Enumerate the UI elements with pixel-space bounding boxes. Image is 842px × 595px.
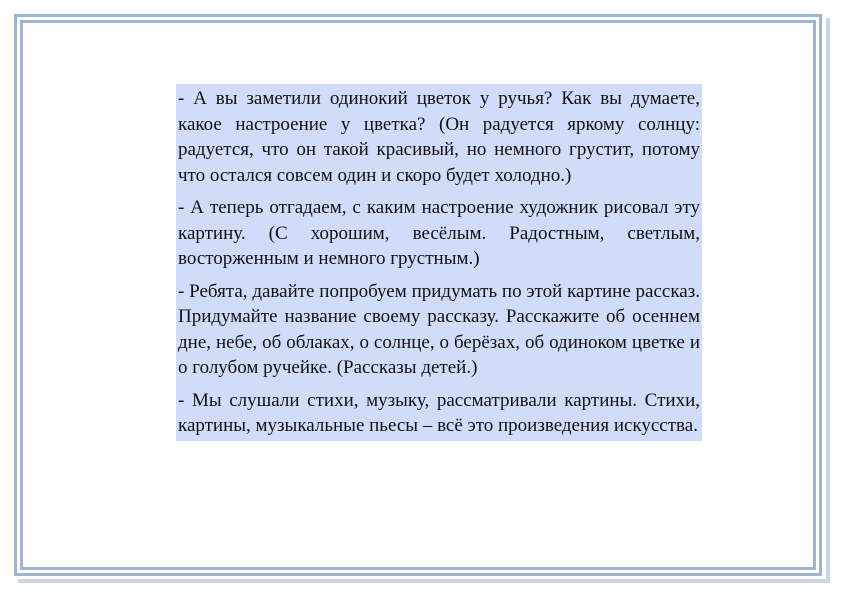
frame-shadow-right xyxy=(826,18,830,580)
paragraph-artist-mood: - А теперь отгадаем, с каким настроение художник рисовал эту картину. (С хорошим, весёлым. Радостным, светлым, восторженным и немного грустным.) xyxy=(178,197,700,269)
frame-shadow-bottom xyxy=(18,579,830,583)
paragraph-art: - Мы слушали стихи, музыку, рассматривали картины. Стихи, картины, музыкальные пьесы – всё это произведения искусства. xyxy=(178,389,700,436)
paragraph-story: - Ребята, давайте попробуем придумать по этой картине рассказ. Придумайте название своему рассказу. Расскажите об осеннем дне, небе, об облаках, о солнце, о берёзах, об одиноком цветке и о голубом ручейке. (Рассказы детей.) xyxy=(178,280,700,378)
text-block xyxy=(176,84,702,441)
paragraph-flower: - А вы заметили одинокий цветок у ручья? Как вы думаете, какое настроение у цветка? (Он радуется яркому солнцу: радуется, что он такой красивый, но немного грустит, потому что остался совсем один и скоро будет холодно.) xyxy=(178,88,700,186)
